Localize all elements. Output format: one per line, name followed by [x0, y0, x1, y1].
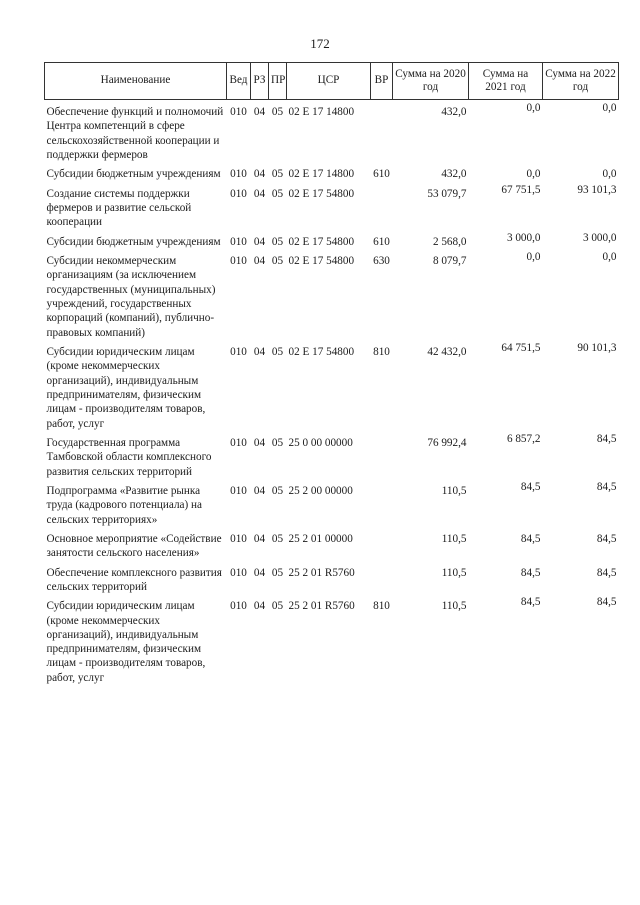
header-ved: Вед — [227, 63, 251, 100]
row-sum-2020: 42 432,0 — [427, 345, 467, 358]
header-vr: ВР — [371, 63, 393, 100]
row-rz: 04 — [253, 106, 266, 118]
row-rz: 04 — [253, 168, 266, 181]
row-vr — [371, 479, 393, 527]
row-name: Обеспечение комплексного развития сельских территорий — [46, 566, 222, 593]
row-sum-2022: 90 101,3 — [577, 341, 617, 354]
row-name: Субсидии бюджетным учреждениям — [46, 235, 221, 248]
row-sum-2021: 84,5 — [520, 480, 541, 493]
header-name: Наименование — [45, 63, 227, 100]
row-sum-2022: 84,5 — [596, 596, 617, 609]
row-csr: 02 Е 17 54800 — [288, 235, 355, 248]
row-rz: 04 — [253, 600, 266, 613]
row-sum-2021: 0,0 — [526, 250, 541, 263]
table-row — [45, 561, 619, 595]
table-row — [45, 594, 619, 685]
row-sum-2022: 0,0 — [602, 168, 617, 181]
row-vr — [371, 561, 393, 595]
row-sum-2022: 0,0 — [602, 250, 617, 263]
row-pr: 05 — [271, 345, 284, 358]
row-sum-2022: 84,5 — [596, 532, 617, 545]
header-pr: ПР — [269, 63, 287, 100]
row-rz: 04 — [253, 566, 266, 579]
row-csr: 25 2 00 00000 — [288, 484, 353, 497]
row-sum-2020: 432,0 — [441, 106, 467, 118]
row-csr: 02 Е 17 54800 — [288, 254, 355, 267]
table-row — [45, 479, 619, 527]
row-vr: 810 — [373, 345, 390, 358]
row-vr: 610 — [373, 168, 390, 181]
row-pr: 05 — [271, 484, 284, 497]
table-body — [45, 100, 619, 686]
row-sum-2021: 0,0 — [526, 168, 541, 181]
row-ved: 010 — [230, 254, 247, 267]
row-rz: 04 — [253, 532, 266, 545]
header-rz: РЗ — [251, 63, 269, 100]
row-name: Подпрограмма «Развитие рынка труда (кадрового потенциала) на сельских территориях» — [46, 484, 202, 526]
row-csr: 25 2 01 R5760 — [288, 600, 355, 613]
row-rz: 04 — [253, 235, 266, 248]
row-vr: 610 — [373, 235, 390, 248]
row-sum-2022: 84,5 — [596, 566, 617, 579]
row-name: Государственная программа Тамбовской области комплексного развития сельских территорий — [46, 436, 212, 478]
row-sum-2021: 84,5 — [520, 566, 541, 579]
table-row — [45, 182, 619, 230]
row-ved: 010 — [230, 484, 247, 497]
row-sum-2020: 53 079,7 — [427, 187, 467, 200]
budget-table — [44, 62, 619, 685]
row-ved: 010 — [230, 168, 247, 181]
row-name: Субсидии юридическим лицам (кроме некоммерческих организаций), индивидуальным предпринимателям, физическим лицам - производителям товаров, работ, услуг — [46, 345, 206, 430]
row-pr: 05 — [271, 168, 284, 181]
row-sum-2022: 3 000,0 — [582, 231, 617, 244]
row-pr: 05 — [271, 436, 284, 449]
row-pr: 05 — [271, 600, 284, 613]
row-vr — [371, 527, 393, 561]
row-rz: 04 — [253, 187, 266, 200]
row-name: Субсидии некоммерческим организациям (за исключением государственных (муниципальных) учреждений, государственных корпораций (компаний), публично-правовых компаний) — [46, 254, 216, 339]
row-sum-2021: 0,0 — [526, 102, 541, 114]
row-sum-2021: 84,5 — [520, 532, 541, 545]
row-sum-2020: 8 079,7 — [432, 254, 467, 267]
table-row — [45, 340, 619, 431]
table-header — [45, 63, 619, 100]
header-sum-2022: Сумма на 2022 год — [543, 63, 619, 100]
row-rz: 04 — [253, 345, 266, 358]
page-number: 172 — [310, 36, 330, 51]
header-sum-2020: Сумма на 2020 год — [393, 63, 469, 100]
row-sum-2020: 110,5 — [441, 484, 467, 497]
row-ved: 010 — [230, 235, 247, 248]
row-vr — [371, 431, 393, 479]
row-ved: 010 — [230, 345, 247, 358]
row-sum-2022: 93 101,3 — [577, 183, 617, 196]
row-sum-2021: 64 751,5 — [501, 341, 541, 354]
row-csr: 25 0 00 00000 — [288, 436, 353, 449]
row-vr — [371, 182, 393, 230]
row-sum-2020: 110,5 — [441, 600, 467, 613]
row-pr: 05 — [271, 566, 284, 579]
table-row — [45, 431, 619, 479]
row-rz: 04 — [253, 254, 266, 267]
row-csr: 25 2 01 R5760 — [288, 566, 355, 579]
header-csr: ЦСР — [287, 63, 371, 100]
row-rz: 04 — [253, 484, 266, 497]
row-csr: 02 Е 17 54800 — [288, 187, 355, 200]
header-sum-2021: Сумма на 2021 год — [469, 63, 543, 100]
row-pr: 05 — [271, 106, 284, 118]
table-row — [45, 527, 619, 561]
row-name: Субсидии юридическим лицам (кроме некоммерческих организаций), индивидуальным предпринимателям, физическим лицам - производителям товаров, работ, услуг — [46, 600, 206, 684]
row-pr: 05 — [271, 235, 284, 248]
row-csr: 02 Е 17 54800 — [288, 345, 355, 358]
row-sum-2021: 67 751,5 — [501, 183, 541, 196]
row-ved: 010 — [230, 532, 247, 545]
row-sum-2020: 2 568,0 — [432, 235, 467, 248]
row-sum-2020: 110,5 — [441, 566, 467, 579]
row-ved: 010 — [230, 600, 247, 613]
row-ved: 010 — [230, 106, 247, 118]
row-csr: 25 2 01 00000 — [288, 532, 353, 545]
row-name: Субсидии бюджетным учреждениям — [46, 168, 221, 181]
row-sum-2021: 3 000,0 — [506, 231, 541, 244]
row-ved: 010 — [230, 436, 247, 449]
row-sum-2020: 76 992,4 — [427, 436, 467, 449]
row-sum-2020: 432,0 — [441, 168, 467, 181]
row-vr — [371, 100, 393, 163]
row-ved: 010 — [230, 566, 247, 579]
row-name: Создание системы поддержки фермеров и развитие сельской кооперации — [46, 187, 192, 229]
table-row — [45, 249, 619, 340]
row-csr: 02 Е 17 14800 — [288, 168, 355, 181]
row-pr: 05 — [271, 187, 284, 200]
row-sum-2021: 6 857,2 — [506, 432, 541, 445]
row-sum-2021: 84,5 — [520, 596, 541, 609]
row-sum-2022: 0,0 — [602, 102, 617, 114]
row-sum-2020: 110,5 — [441, 532, 467, 545]
row-vr: 810 — [373, 600, 390, 613]
row-rz: 04 — [253, 436, 266, 449]
row-pr: 05 — [271, 254, 284, 267]
row-pr: 05 — [271, 532, 284, 545]
row-ved: 010 — [230, 187, 247, 200]
row-name: Обеспечение функций и полномочий Центра компетенций в сфере сельскохозяйственной кооперации и поддержки фермеров — [46, 106, 224, 161]
row-vr: 630 — [373, 254, 390, 267]
row-sum-2022: 84,5 — [596, 480, 617, 493]
row-csr: 02 Е 17 14800 — [288, 106, 355, 118]
row-sum-2022: 84,5 — [596, 432, 617, 445]
row-name: Основное мероприятие «Содействие занятости сельского населения» — [46, 532, 222, 560]
table-row — [45, 100, 619, 163]
